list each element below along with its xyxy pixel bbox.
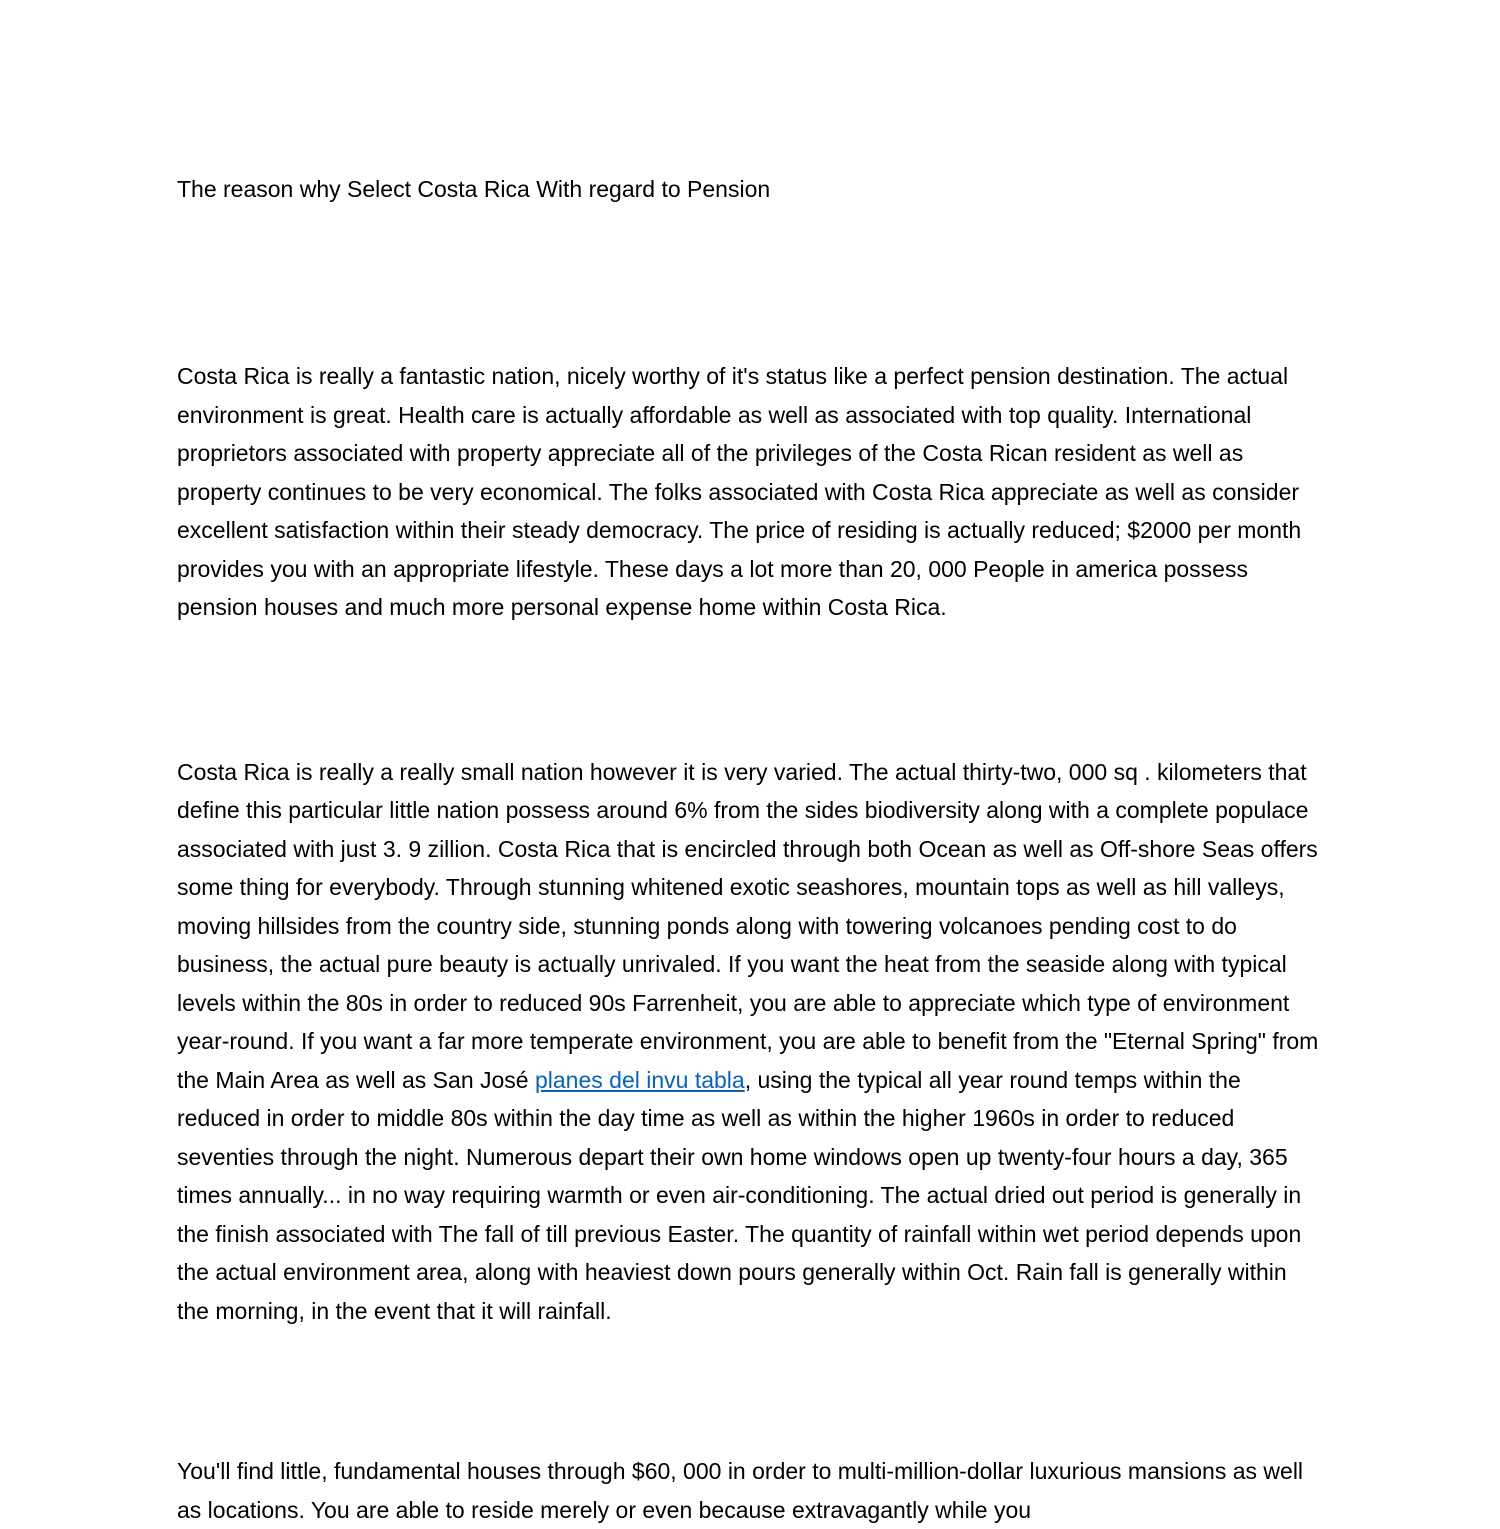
spacer [177,627,1328,753]
paragraph-geography-after-link: , using the typical all year round temps within the reduced in order to middle 80s within the day time as well as within the higher 1960s in order to reduced seventies through the night. Numerous depart their own home windows open up twenty-four hours a day, 365 times annually... in no way requiring warmth or even air-conditioning. The actual dried out period is generally in the finish associated with The fall of till previous Easter. The quantity of rainfall within wet period depends upon the actual environment area, along with heaviest down pours generally within Oct. Rain fall is generally within the morning, in the event that it will rainfall. [177,1066,1302,1324]
paragraph-geography [177,753,1325,1331]
planes-del-invu-tabla-link[interactable]: planes del invu tabla [534,1066,745,1093]
paragraph-geography-before-link: Costa Rica is really a really small nation however it is very varied. The actual thirty-two, 000 sq . kilometers that define this particular little nation possess around 6% from the sides biodiversity along with a complete populace associated with just 3. 9 zillion. Costa Rica that is encircled through both Ocean as well as Off-shore Seas offers some thing for everybody. Through stunning whitened exotic seashores, mountain tops as well as hill valleys, moving hillsides from the country side, stunning ponds along with towering volcanoes pending cost to do business, the actual pure beauty is actually unrivaled. If you want the heat from the seaside along with typical levels within the 80s in order to reduced 90s Farrenheit, you are able to appreciate which type of environment year-round. If you want a far more temperate environment, you are able to benefit from the "Eternal Spring" from the Main Area as well as San José [177,758,1319,1093]
spacer [177,208,1328,357]
spacer [177,1330,1328,1452]
paragraph-housing: You'll find little, fundamental houses through $60, 000 in order to multi-million-dollar luxurious mansions as well as locations. You are able to reside merely or even because extravagantly while you [177,1458,1304,1523]
page-title: The reason why Select Costa Rica With regard to Pension [177,176,771,202]
paragraph-intro: Costa Rica is really a fantastic nation, nicely worthy of it's status like a perfect pension destination. The actual environment is great. Health care is actually affordable as well as associated with top quality. International proprietors associated with property appreciate all of the privileges of the Costa Rican resident as well as property continues to be very economical. The folks associated with Costa Rica appreciate as well as consider excellent satisfaction within their steady democracy. The price of residing is actually reduced; $2000 per month provides you with an appropriate lifestyle. These days a lot more than 20, 000 People in america possess pension houses and much more personal expense home within Costa Rica. [177,363,1302,620]
